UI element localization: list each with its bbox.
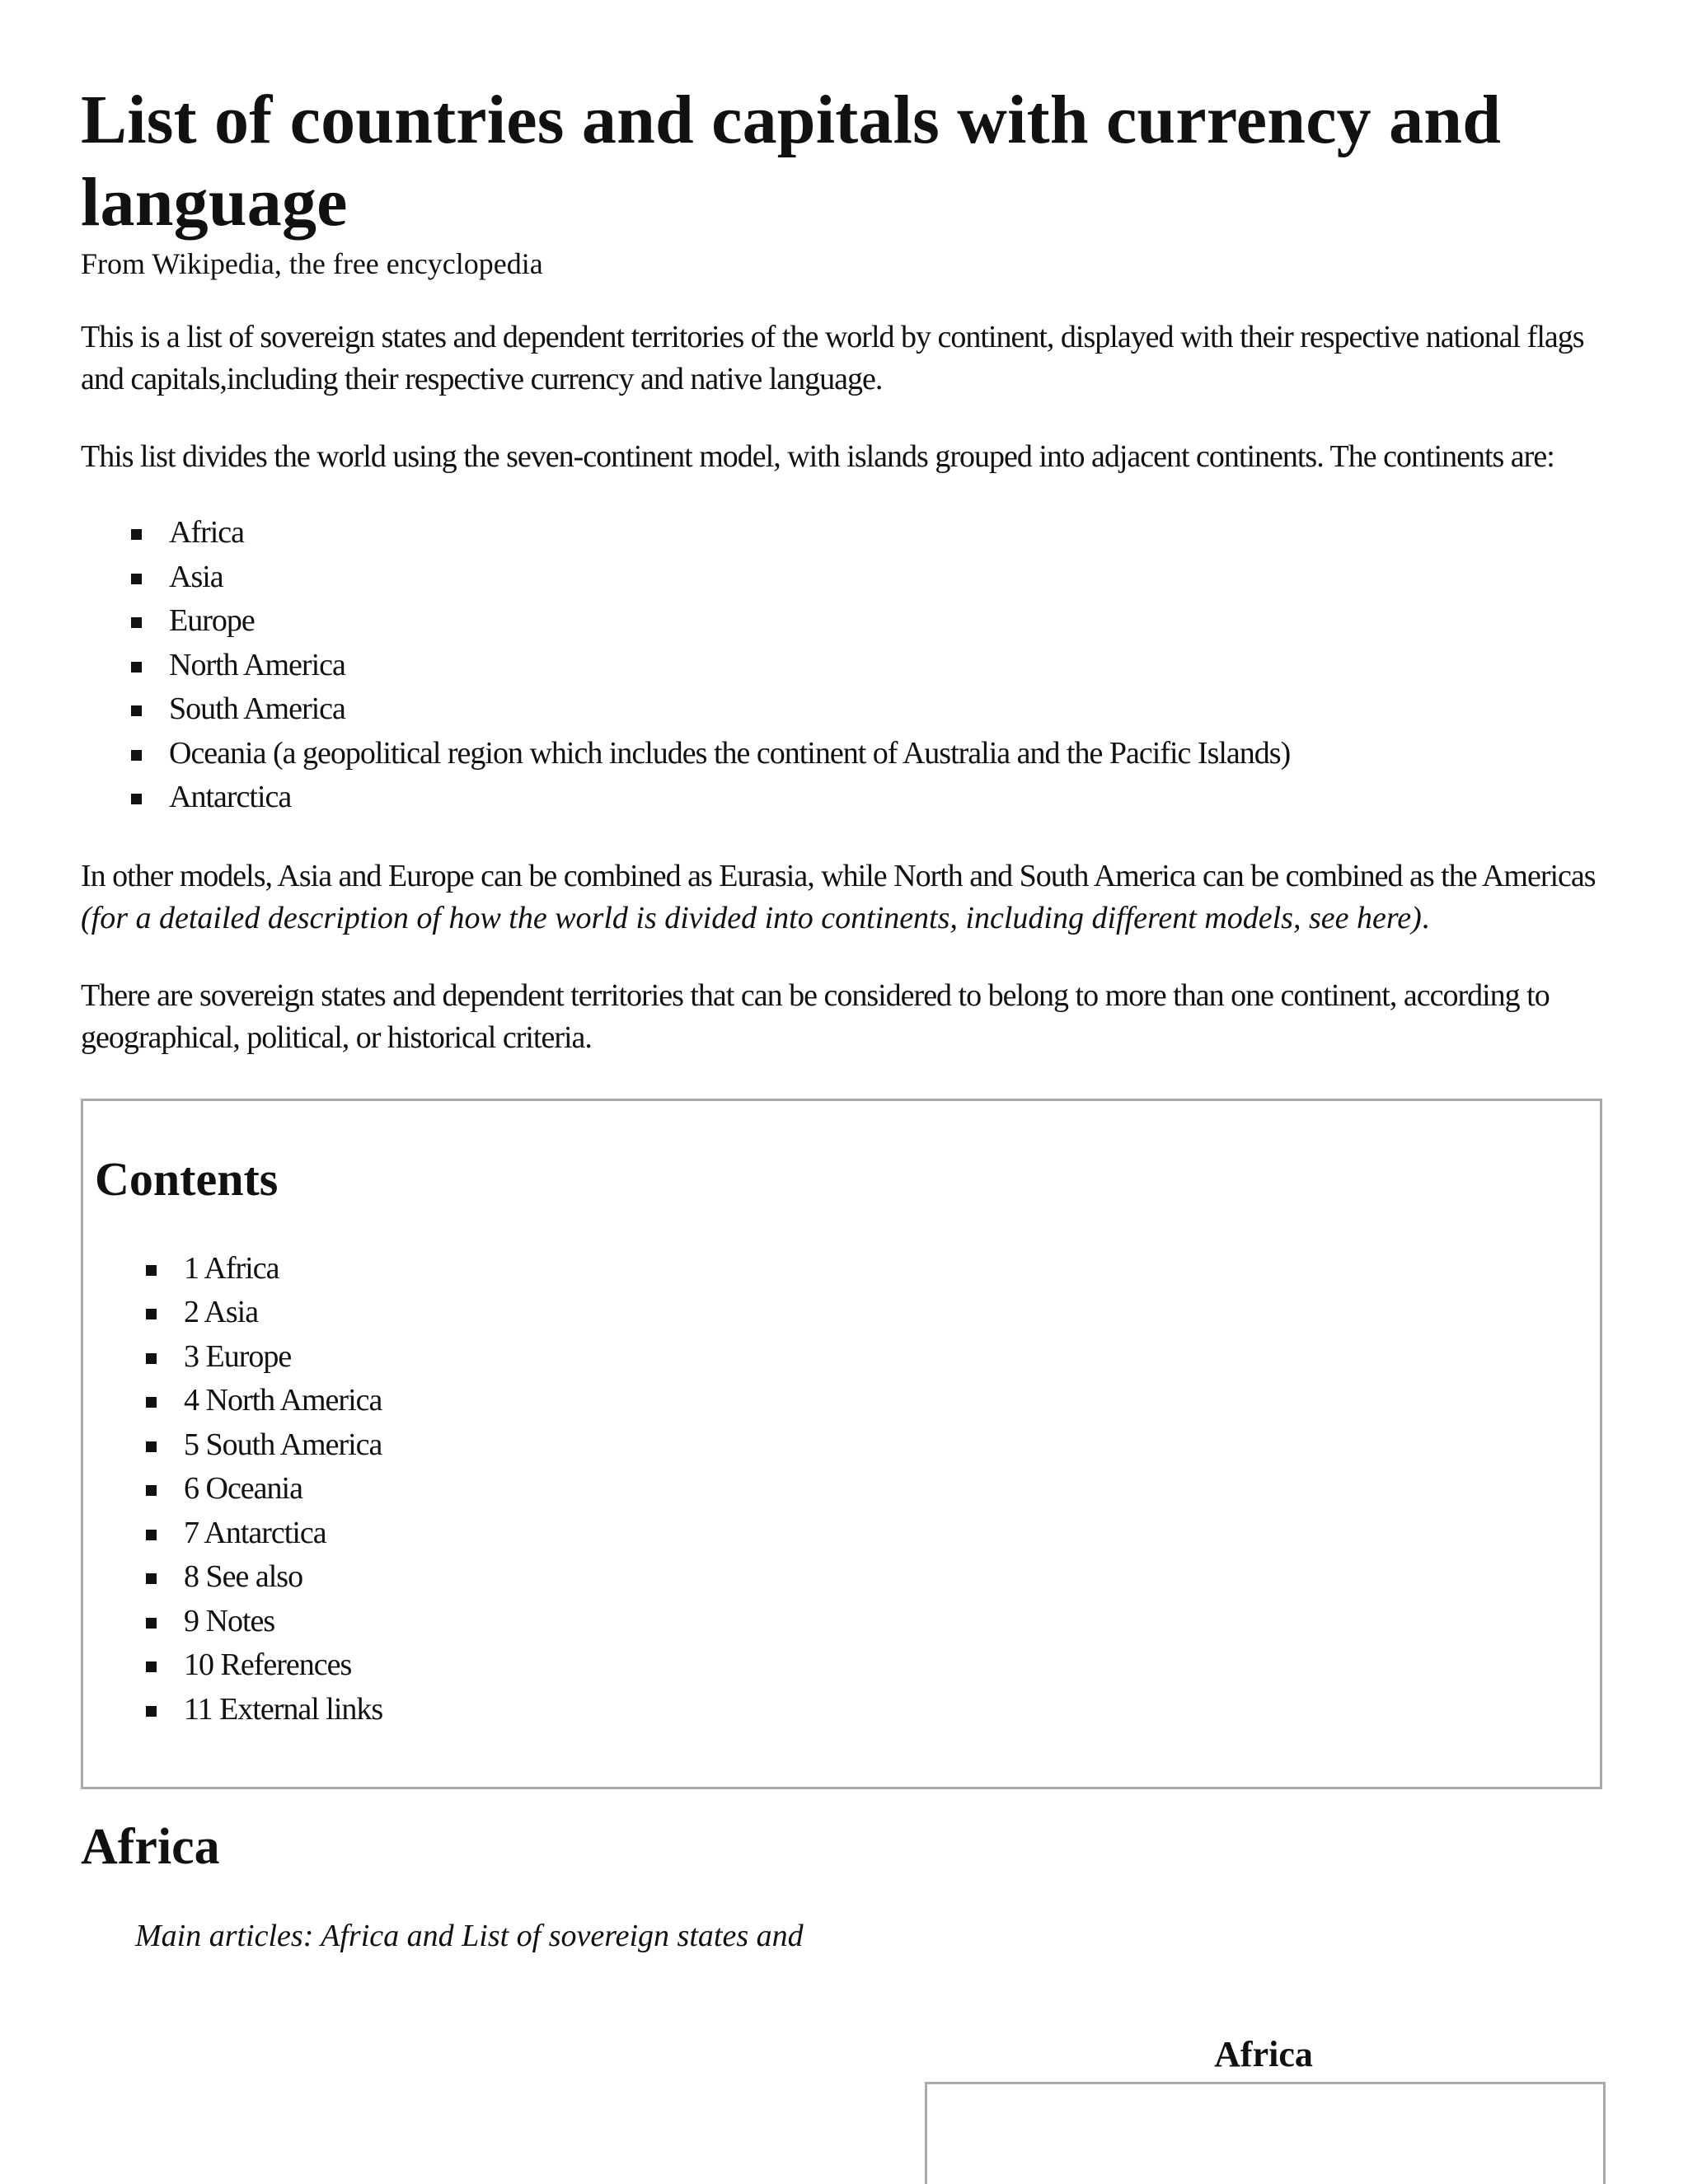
toc-heading: Contents [95, 1151, 279, 1206]
continent-list-item[interactable] [169, 732, 1607, 776]
infobox-title: Africa [1214, 2034, 1313, 2074]
toc-link[interactable]: 7 Antarctica [184, 1515, 326, 1550]
toc-link[interactable]: 5 South America [184, 1427, 382, 1462]
continent-link[interactable]: Europe [169, 603, 255, 638]
continent-link[interactable]: Asia [169, 559, 223, 594]
continents-detail-link[interactable]: (for a detailed description of how the world is divided into continents, including different models, see here) [81, 900, 1422, 935]
article-page [81, 79, 1607, 1957]
continent-list-item[interactable] [169, 599, 1607, 644]
continent-link[interactable]: South America [169, 691, 345, 726]
continent-list [81, 511, 1607, 820]
continent-link[interactable]: Oceania (a geopolitical region which includes the continent of Australia and the Pacific Islands) [169, 735, 1291, 771]
continent-list-item[interactable] [169, 644, 1607, 688]
transcontinental-paragraph: There are sovereign states and dependent territories that can be considered to belong to more than one continent, according to geographical, political, or historical criteria. [81, 977, 1550, 1055]
toc-item[interactable] [184, 1688, 382, 1732]
page-subtitle: From Wikipedia, the free encyclopedia [81, 247, 543, 280]
toc-item[interactable] [184, 1467, 382, 1511]
continent-link[interactable]: Antarctica [169, 780, 292, 814]
toc-item[interactable] [184, 1335, 382, 1380]
section-heading-africa: Africa [81, 1818, 220, 1875]
model-paragraph: This list divides the world using the seven-continent model, with islands grouped into adjacent continents. The continents are: [81, 439, 1554, 474]
continent-list-item[interactable] [169, 687, 1607, 732]
toc-link[interactable]: 11 External links [184, 1691, 383, 1727]
intro-paragraph: This is a list of sovereign states and dependent territories of the world by continent, displayed with their respective national flags and capitals,including their respective currency and native language. [81, 320, 1584, 396]
toc-item[interactable] [184, 1643, 382, 1688]
toc-item[interactable] [184, 1600, 382, 1644]
continent-link[interactable]: Africa [169, 515, 245, 550]
toc-link[interactable]: 4 North America [184, 1383, 382, 1418]
toc-link[interactable]: 3 Europe [184, 1338, 292, 1374]
main-articles-note[interactable]: Main articles: Africa and List of sovereign states and [135, 1918, 804, 1953]
toc-item[interactable] [184, 1247, 382, 1291]
other-models-text: In other models, Asia and Europe can be combined as Eurasia, while North and South America can be combined as the Americas [81, 858, 1596, 893]
continent-list-item[interactable] [169, 776, 1607, 820]
toc-link[interactable]: 10 References [184, 1647, 352, 1682]
toc-item[interactable] [184, 1555, 382, 1600]
other-models-paragraph [81, 855, 1607, 940]
toc-item[interactable] [184, 1423, 382, 1468]
other-models-end: . [1421, 900, 1429, 935]
toc-item[interactable] [184, 1379, 382, 1423]
continent-link[interactable]: North America [169, 647, 345, 682]
continent-list-item[interactable] [169, 555, 1607, 600]
page-title: List of countries and capitals with currency and language [81, 82, 1502, 241]
toc-item[interactable] [184, 1511, 382, 1556]
toc-link[interactable]: 8 See also [184, 1559, 303, 1594]
toc-list [83, 1247, 382, 1732]
toc-link[interactable]: 2 Asia [184, 1295, 259, 1329]
toc-link[interactable]: 9 Notes [184, 1603, 275, 1638]
continent-list-item[interactable] [169, 511, 1607, 555]
table-of-contents [81, 1099, 1602, 1789]
toc-item[interactable] [184, 1291, 382, 1335]
infobox-frame [925, 2082, 1606, 2184]
toc-link[interactable]: 6 Oceania [184, 1471, 302, 1506]
toc-link[interactable]: 1 Africa [184, 1250, 279, 1286]
